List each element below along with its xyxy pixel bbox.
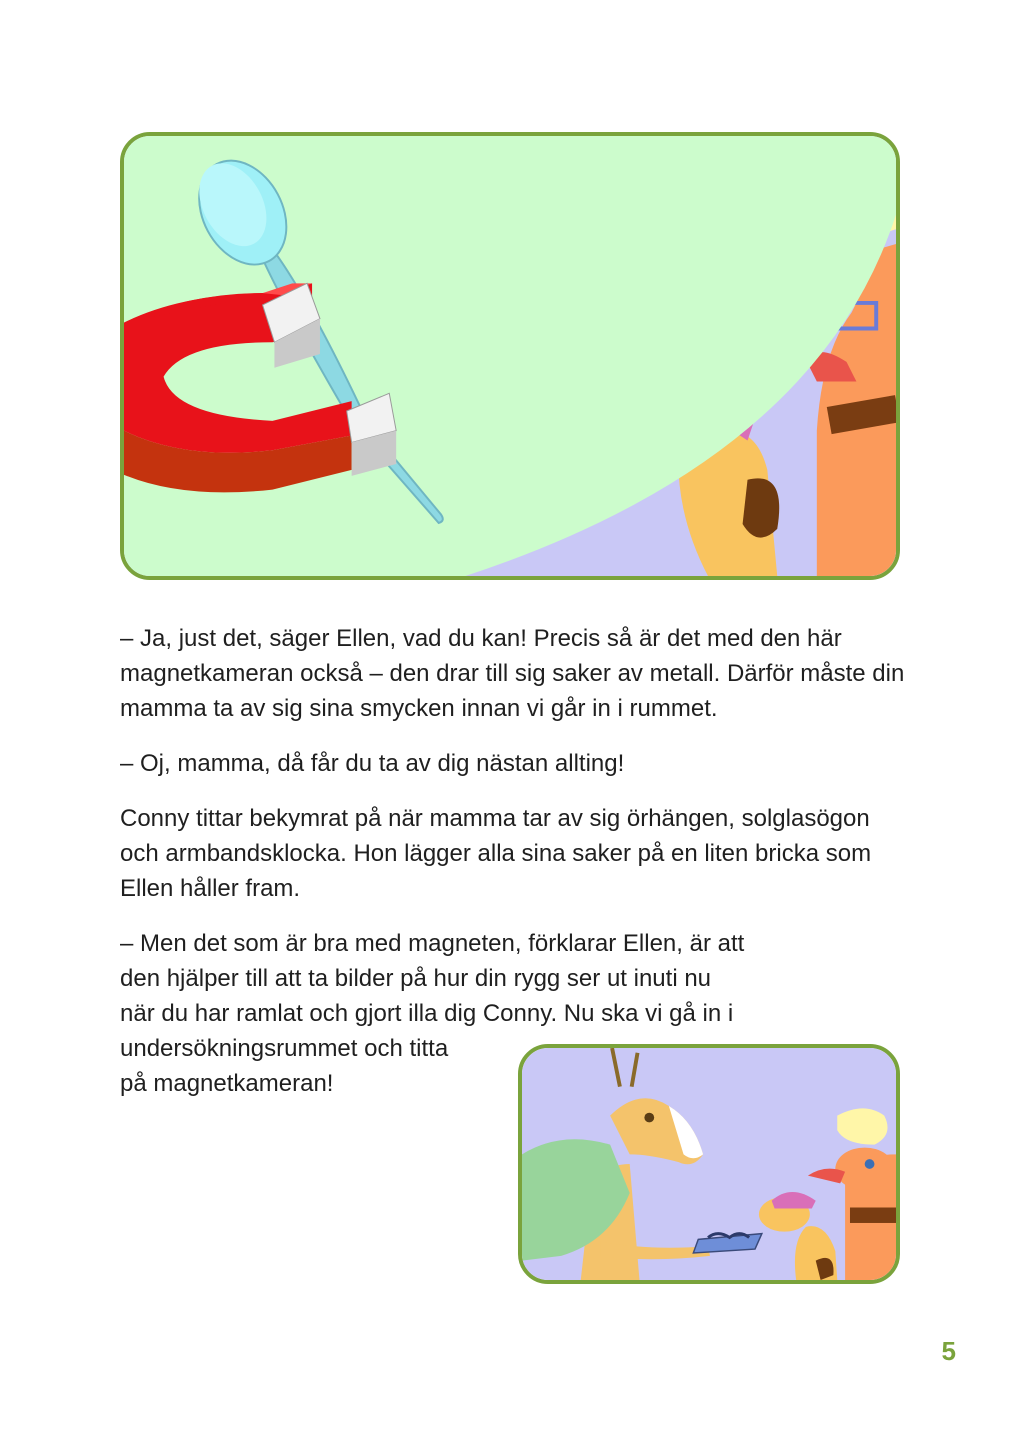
magnet-spoon-drawing [124,136,896,576]
illustration-ellen-tray [518,1044,900,1284]
illustration-magnet-spoon [120,132,900,580]
story-paragraph-2: – Oj, mamma, då får du ta av dig nästan allting! [120,750,625,777]
ellen-tray-drawing [522,1048,896,1280]
story-paragraph-1: – Ja, just det, säger Ellen, vad du kan! Precis så är det med den här magnetkameran också – den drar till sig saker av metall. Därför måste din mamma ta av sig sina smycken innan vi går in i rummet. [120,625,905,722]
page-number: 5 [941,1336,956,1366]
story-paragraph-3: Conny tittar bekymrat på när mamma tar av sig örhängen, solglasögon och armbandsklocka. Hon lägger alla sina saker på en liten bricka som Ellen håller fram. [120,805,872,902]
paragraph-4-line: – Men det som är bra med magneten, förklarar Ellen, är att [120,930,745,957]
paragraph-4-line: undersökningsrummet och titta [120,1035,449,1062]
paragraph-4-line: när du har ramlat och gjort illa dig Conny. Nu ska vi gå in i [120,1000,734,1027]
paragraph-4-line: på magnetkameran! [120,1070,334,1097]
paragraph-4-line: den hjälper till att ta bilder på hur din rygg ser ut inuti nu [120,965,712,992]
